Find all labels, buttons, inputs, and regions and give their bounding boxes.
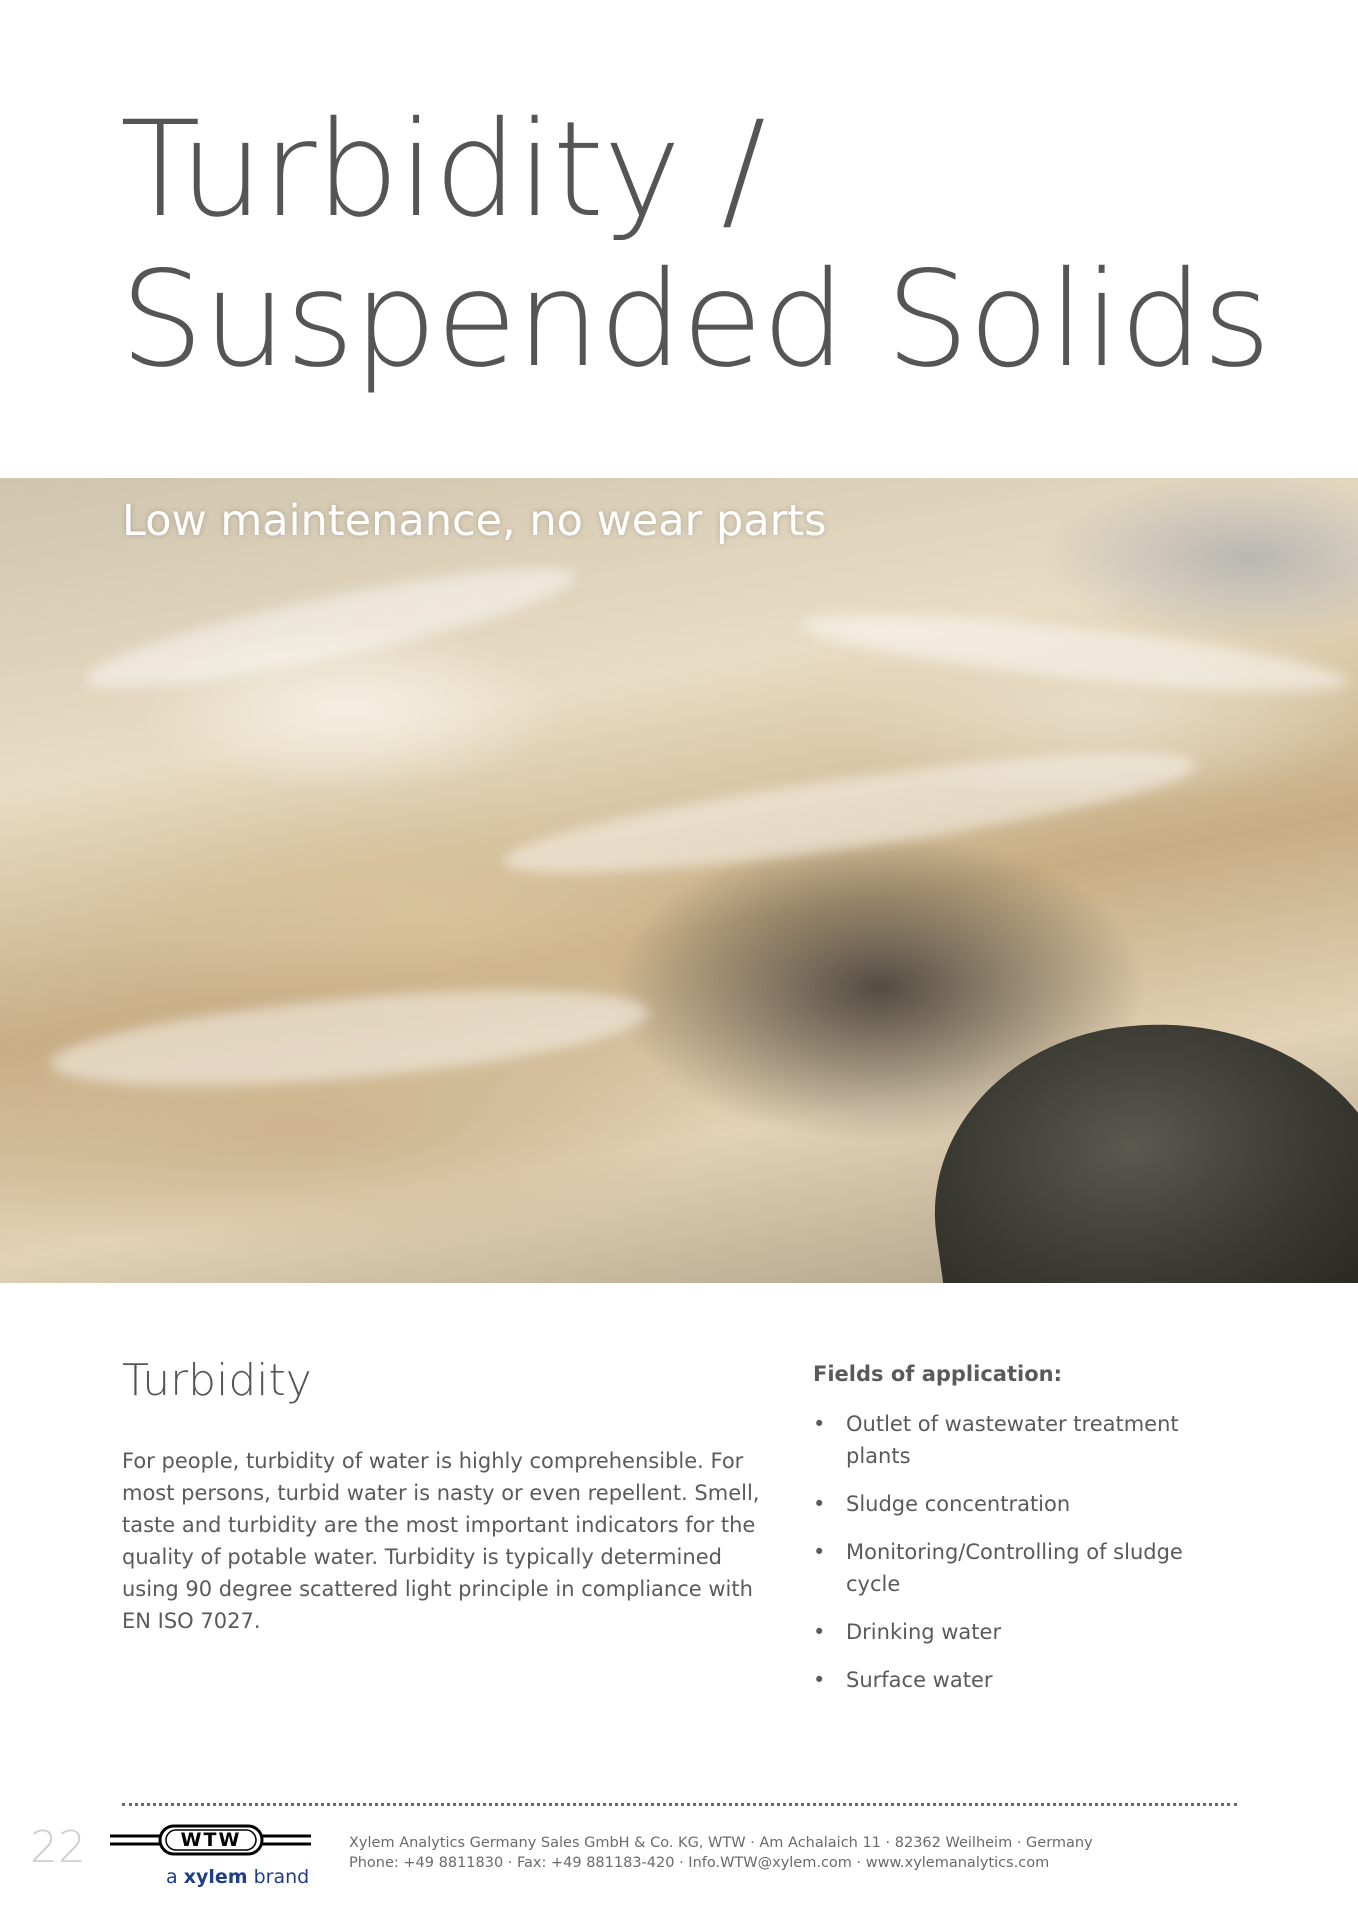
- rock-shape: [911, 992, 1358, 1283]
- hero-caption: Low maintenance, no wear parts: [122, 496, 827, 546]
- footer-phone-line: Phone: +49 8811830 · Fax: +49 881183-420 · Info.WTW@xylem.com · www.xylemanalytics.com: [349, 1855, 1050, 1871]
- list-item: [813, 1664, 1233, 1696]
- page-title-line-1: Turbidity /: [120, 93, 765, 247]
- list-item: [813, 1536, 1233, 1600]
- wtw-logo: [108, 1822, 313, 1892]
- bullet-icon: •: [813, 1668, 826, 1692]
- logo-wordmark: WTW: [180, 1829, 242, 1851]
- list-item: [813, 1488, 1233, 1520]
- page-number: 22: [30, 1822, 86, 1873]
- list-item-text: Drinking water: [846, 1620, 1002, 1644]
- tagline-brand: xylem: [183, 1866, 248, 1888]
- bullet-icon: •: [813, 1492, 826, 1516]
- bullet-icon: •: [813, 1620, 826, 1644]
- list-item-text: Monitoring/Controlling of sludge cycle: [846, 1540, 1183, 1596]
- section-heading: Turbidity: [122, 1355, 312, 1406]
- list-item: [813, 1408, 1233, 1472]
- footer-address: Xylem Analytics Germany Sales GmbH & Co. KG, WTW · Am Achalaich 11 · 82362 Weilheim · Germany: [349, 1835, 1093, 1851]
- page-title-line-2: Suspended Solids: [120, 243, 1271, 397]
- list-item: [813, 1616, 1233, 1648]
- tagline-suffix: brand: [247, 1866, 310, 1888]
- list-item-text: Sludge concentration: [846, 1492, 1071, 1516]
- bullet-icon: •: [813, 1540, 826, 1564]
- tagline-prefix: a: [166, 1866, 184, 1888]
- footer-contact: [349, 1833, 1093, 1873]
- logo-tagline: [166, 1866, 309, 1888]
- page-title: [120, 95, 1270, 395]
- fields-heading: Fields of application:: [813, 1362, 1062, 1386]
- list-item-text: Outlet of wastewater treatment plants: [846, 1412, 1179, 1468]
- body-paragraph: For people, turbidity of water is highly comprehensible. For most persons, turbid water is nasty or even repellent. Smell, taste and turbidity are the most important indicators for the quality of potable water. Turbidity is typically determined using 90 degree scattered light principle in compliance with EN ISO 7027.: [122, 1449, 760, 1633]
- hero-image: [0, 478, 1358, 1283]
- fields-list: [813, 1408, 1233, 1712]
- bullet-icon: •: [813, 1412, 826, 1436]
- list-item-text: Surface water: [846, 1668, 993, 1692]
- footer-divider: [122, 1803, 1237, 1806]
